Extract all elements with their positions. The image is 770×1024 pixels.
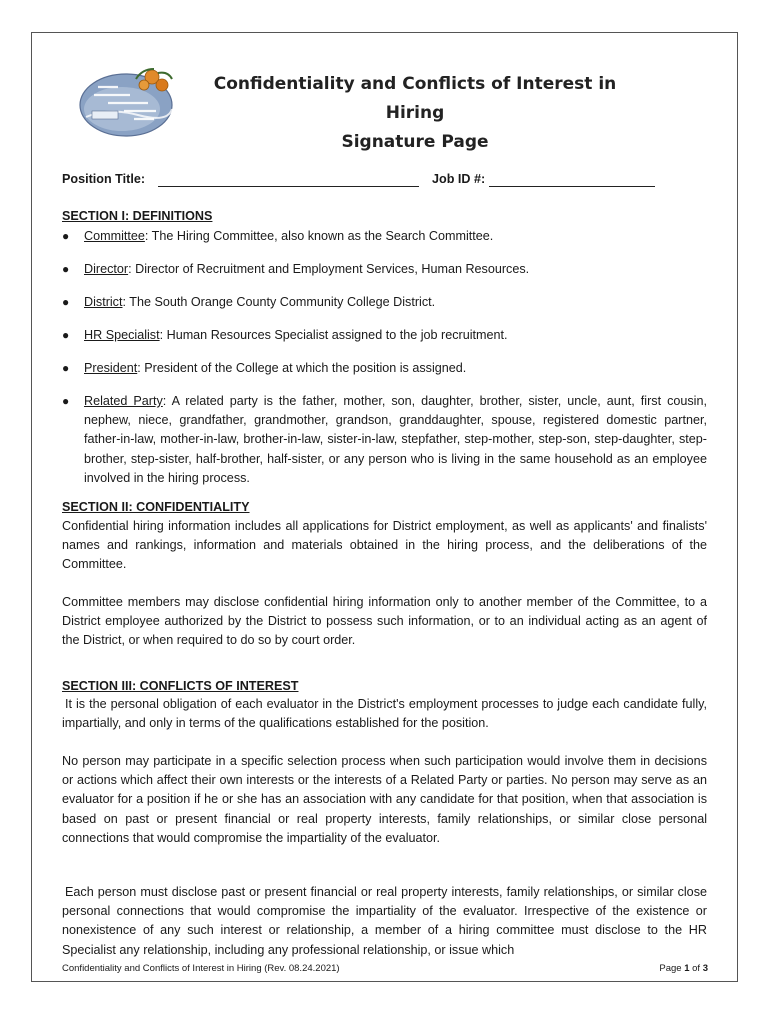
definition-text: President of the College at which the position is assigned. — [144, 361, 467, 375]
document-title — [190, 70, 640, 157]
definition-term: HR Specialist — [84, 328, 160, 342]
bullet-icon: ● — [62, 262, 70, 276]
definition-committee: Committee: The Hiring Committee, also known as the Search Committee. — [84, 229, 494, 243]
bullet-icon: ● — [62, 328, 70, 342]
definition-district: District: The South Orange County Community College District. — [84, 295, 436, 309]
definition-president: President: President of the College at which the position is assigned. — [84, 361, 467, 375]
job-id-label: Job ID #: — [432, 172, 486, 186]
conflicts-paragraph-3: Each person must disclose past or present financial or real property interests, family relationships, or similar close personal connections that would compromise the impartiality of the evaluator. Irrespective of the existence or nonexistence of any such interest or relationship, a member of a hiring committee must disclose to the HR Specialist any relationship, including any professional relationship, or issue which — [62, 885, 707, 957]
confidentiality-paragraph-2: Committee members may disclose confidential hiring information only to another member of the Committee, to a District employee authorized by the District to possess such information, or to an individual acting as an agent of the District, or when required to do so by court order. — [62, 595, 707, 648]
conflicts-paragraph-2: No person may participate in a specific selection process when such participation would involve them in decisions or actions which affect their own interests or the interests of a Related Party or parties. No person may serve as an evaluator for a position if he or she has an association with any candidate for that position, when that association is based on past or present financial or real property interests, family relationships, or similar close personal connections that would compromise the impartiality of the evaluator. — [62, 754, 707, 845]
bullet-icon: ● — [62, 229, 70, 243]
definition-text: The Hiring Committee, also known as the Search Committee. — [151, 229, 494, 243]
bullet-icon: ● — [62, 361, 70, 375]
confidentiality-paragraph-1: Confidential hiring information includes all applications for District employment, as well as applicants' and finalists' names and rankings, information and materials obtained in the hiring process, and the deliberations of the Committee. — [62, 519, 707, 572]
bullet-icon: ● — [62, 394, 70, 408]
definition-term: District — [84, 295, 123, 309]
definition-text: Human Resources Specialist assigned to the job recruitment. — [166, 328, 508, 342]
title-line-1: Confidentiality and Conflicts of Interest in Hiring — [213, 74, 617, 123]
definition-director: Director: Director of Recruitment and Employment Services, Human Resources. — [84, 262, 530, 276]
definition-text: Director of Recruitment and Employment Services, Human Resources. — [135, 262, 530, 276]
footer-revision: Confidentiality and Conflicts of Interest in Hiring (Rev. 08.24.2021) — [62, 963, 340, 974]
position-title-field[interactable] — [158, 186, 419, 187]
conflicts-paragraph-1: It is the personal obligation of each evaluator in the District's employment processes to judge each candidate fully, impartially, and only in terms of the qualifications established for the position. — [62, 697, 707, 731]
district-logo — [78, 65, 176, 137]
definition-text: The South Orange County Community College District. — [129, 295, 436, 309]
title-line-2: Signature Page — [341, 132, 489, 152]
definition-hr-specialist: HR Specialist: Human Resources Specialist assigned to the job recruitment. — [84, 328, 508, 342]
definition-term: Related Party — [84, 394, 163, 408]
definition-term: Director — [84, 262, 129, 276]
bullet-icon: ● — [62, 295, 70, 309]
section-2-heading: SECTION II: CONFIDENTIALITY — [62, 500, 250, 514]
position-title-label: Position Title: — [62, 172, 146, 186]
job-id-field[interactable] — [489, 186, 655, 187]
definition-term: Committee — [84, 229, 145, 243]
definition-text: A related party is the father, mother, son, daughter, brother, sister, uncle, aunt, first cousin, nephew, niece, grandfather, grandmother, grandson, granddaughter, spouse, registered domestic partner, father-in-law, mother-in-law, brother-in-law, sister-in-law, stepfather, step-mother, step-son, step-daughter, step-brother, step-sister, half-brother, half-sister, or any person who is living in the same household as an employee involved in the hiring process. — [84, 394, 707, 485]
section-3-heading: SECTION III: CONFLICTS OF INTEREST — [62, 679, 299, 693]
definition-term: President — [84, 361, 138, 375]
definition-related-party: Related Party: A related party is the father, mother, son, daughter, brother, sister, uncle, aunt, first cousin, nephew, niece, grandfather, grandmother, grandson, granddaughter, spouse, registered domestic partner, father-in-law, mother-in-law, brother-in-law, sister-in-law, stepfather, step-mother, step-son, step-daughter, step-brother, step-sister, half-brother, half-sister, or any person who is living in the same household as an employee involved in the hiring process. — [84, 394, 707, 485]
footer-page-number: Page 1 of 3 — [659, 963, 708, 974]
section-1-heading: SECTION I: DEFINITIONS — [62, 209, 213, 223]
